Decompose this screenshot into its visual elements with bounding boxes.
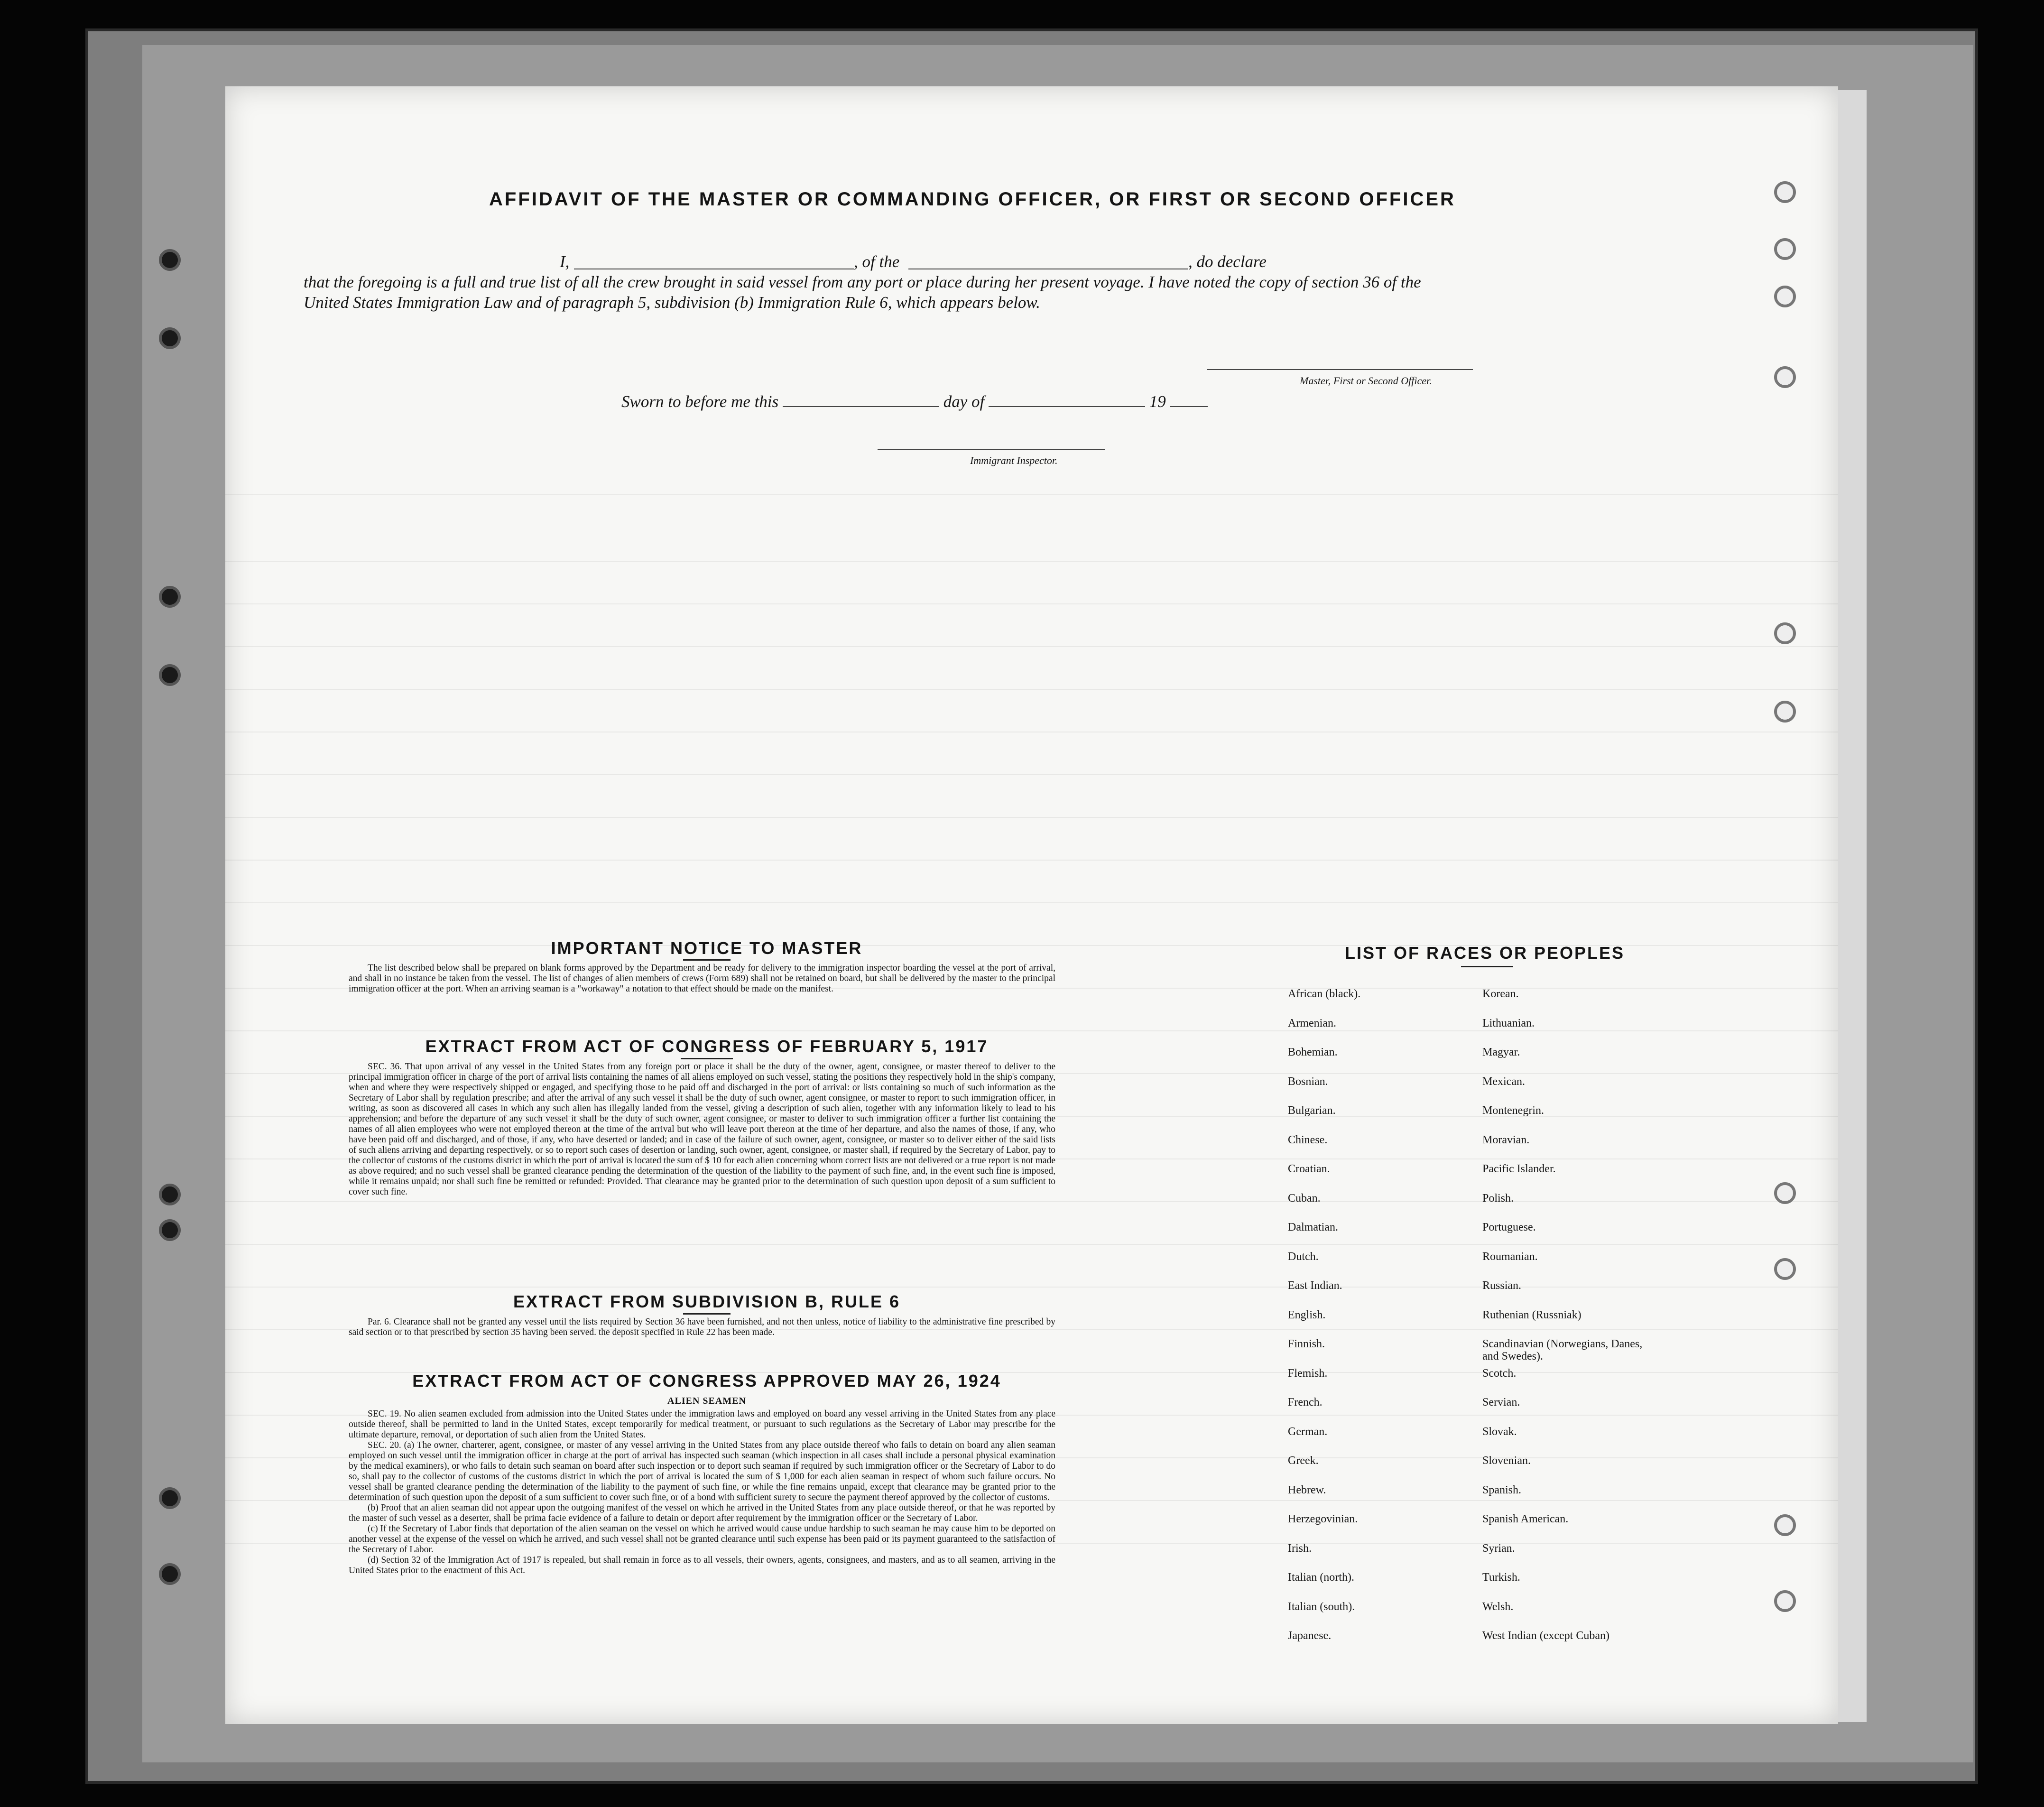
affidavit-title: AFFIDAVIT OF THE MASTER OR COMMANDING OFFICER, OR FIRST OR SECOND OFFICER — [489, 189, 1456, 210]
sworn-line — [621, 392, 1238, 413]
race-item: Syrian. — [1482, 1542, 1515, 1555]
notice-title: IMPORTANT NOTICE TO MASTER — [551, 938, 863, 958]
race-item: Magyar. — [1482, 1046, 1520, 1058]
race-item: East Indian. — [1288, 1279, 1342, 1292]
binder-hole — [159, 1184, 181, 1205]
race-item: Croatian. — [1288, 1163, 1330, 1175]
extract-1924-text — [349, 1409, 1055, 1576]
binder-ring — [1774, 366, 1796, 388]
binder-ring — [1774, 1590, 1796, 1612]
binder-ring — [1774, 1514, 1796, 1536]
race-item: Spanish American. — [1482, 1513, 1569, 1525]
race-item: Welsh. — [1482, 1600, 1514, 1613]
binder-hole — [159, 586, 181, 608]
sworn-label: Sworn to before me this — [621, 392, 779, 411]
ghost-rule — [225, 646, 1838, 647]
sec-19: SEC. 19. No alien seamen excluded from admission into the United States under the immigration laws and employed on board any vessel arriving in the United States from any place outside thereof, shall be permitted to land in the United States, except temporarily for medical treatment, or pursuant to such regulations as the Secretary of Labor may prescribe for the ultimate departure, removal, or deportation of such alien from the United States. — [349, 1409, 1055, 1440]
extract-1924-title: EXTRACT FROM ACT OF CONGRESS APPROVED MAY 26, 1924 — [412, 1371, 1001, 1390]
race-item: African (black). — [1288, 988, 1361, 1000]
race-item: Finnish. — [1288, 1338, 1325, 1350]
race-item: English. — [1288, 1308, 1326, 1321]
ghost-rule — [225, 902, 1838, 903]
race-item: Spanish. — [1482, 1483, 1522, 1496]
year-prefix: 19 — [1149, 392, 1166, 411]
race-item: Armenian. — [1288, 1017, 1336, 1029]
ghost-rule — [225, 1244, 1838, 1245]
sec-20a: SEC. 20. (a) The owner, charterer, agent, consignee, or master of any vessel arriving in the United States from any place outside thereof who fails to detain on board any alien seaman employed on such vessel until the immigration officer in charge at the port of arrival has inspected such seaman (which inspection in all cases shall include a personal physical examination by the medical examiners), or who fails to detain such seaman on board after such inspection or to deport such seaman if required by such immigration officer or the Secretary of Labor to do so, shall pay to the collector of customs of the customs district in which the port of arrival is located the sum of $ 1,000 for each alien seaman in respect of whom such failure occurs. No vessel shall be granted clearance pending the determination of the liability to the payment of such fine, or while the fine remains unpaid, except that clearance may be granted prior to the determination of such question upon the deposit of a sum sufficient to cover such fine, or of a bond with sufficient surety to secure the payment thereof approved by the collector of customs. — [349, 1440, 1055, 1502]
race-item: Herzegovinian. — [1288, 1513, 1358, 1525]
binder-hole — [159, 1563, 181, 1585]
affidavit-declaration — [304, 251, 1461, 313]
ghost-rule — [225, 494, 1838, 495]
rule6-title: EXTRACT FROM SUBDIVISION B, RULE 6 — [513, 1292, 901, 1311]
race-item: Scandinavian (Norwegians, Danes, and Swedes). — [1482, 1338, 1643, 1362]
ghost-rule — [225, 860, 1838, 861]
binder-hole — [159, 664, 181, 686]
binder-ring — [1774, 286, 1796, 307]
race-item: Bosnian. — [1288, 1075, 1328, 1088]
race-item: Moravian. — [1482, 1133, 1530, 1146]
race-item: Italian (south). — [1288, 1600, 1355, 1613]
binder-ring — [1774, 701, 1796, 723]
ghost-rule — [225, 689, 1838, 690]
page-edge — [1838, 90, 1867, 1722]
day-of-label: day of — [943, 392, 985, 411]
do-declare-label: , do declare — [1188, 252, 1267, 271]
notice-text: The list described below shall be prepared on blank forms approved by the Department and be ready for delivery to the immigration inspector boarding the vessel at the port of arrival, and shall in no instance be taken from the vessel. The list of changes of alien members of crews (Form 689) shall not be retained on board, but shall be delivered by the master to the principal immigration officer at the port. When an arriving seaman is a "workaway" a notation to that effect should be made on the manifest. — [349, 963, 1055, 994]
binder-ring — [1774, 238, 1796, 260]
of-the-label: , of the — [854, 252, 900, 271]
extract-1917-rule — [681, 1058, 733, 1059]
races-rule — [1461, 966, 1513, 967]
race-item: Cuban. — [1288, 1192, 1321, 1205]
binder-hole — [159, 249, 181, 271]
race-item: Hebrew. — [1288, 1483, 1326, 1496]
race-item: Korean. — [1482, 988, 1519, 1000]
race-item: Servian. — [1482, 1396, 1520, 1409]
i-label: I, — [560, 252, 570, 271]
race-item: Japanese. — [1288, 1630, 1332, 1642]
extract-1917-text: SEC. 36. That upon arrival of any vessel in the United States from any foreign port or place it shall be the duty of the owner, agent, consignee, or master thereof to deliver to the principal immigration officer in charge of the port of arrival lists containing the names of all aliens employed on such vessel, stating the positions they respectively hold in the ship's company, when and where they were respectively shipped or engaged, and specifying those to be paid off and discharged in the port of arrival: or lists containing so much of such information as the Secretary of Labor shall by regulation prescribe; and after the arrival of any such vessel it shall be the duty of such owner, agent consignee, or master to report to such immigration officer, in writing, as soon as discovered all cases in which any such alien has illegally landed from the vessel, giving a description of such alien, together with any information likely to lead to his apprehension; and before the departure of any such vessel it shall be the duty of such owner, agent consignee, or master to deliver to such immigration officer a further list containing the names of all alien employees who were not employed thereon at the time of the arrival but who will leave port thereon at the time of her departure, and also the names of those, if any, who have been paid off and discharged, and of those, if any, who have deserted or landed; and in case of the failure of such owner, agent, consignee, or master so to deliver either of the said lists of such aliens arriving and departing respectively, or so to report such cases of desertion or landing, such owner, agent, consignee, or master shall, if required by the Secretary of Labor, pay to the collector of customs of the customs district in which the port of arrival is located the sum of $ 10 for each alien concerning whom correct lists are not delivered or a true report is not made as above required; and no such vessel shall be granted clearance pending the determination of the question of the liability to the payment of such fine, and, in the event such fine is imposed, while it remains unpaid; nor shall such fine be remitted or refunded: Provided. That clearance may be granted prior to the determination of such question upon deposit of a sum sufficient to cover such fine. — [349, 1062, 1055, 1197]
master-caption: Master, First or Second Officer. — [1300, 375, 1432, 387]
race-item: Ruthenian (Russniak) — [1482, 1308, 1582, 1321]
rule6-rule — [683, 1313, 731, 1315]
ghost-rule — [225, 1030, 1838, 1031]
inspector-signature-line[interactable] — [878, 449, 1105, 450]
extract-1917-title: EXTRACT FROM ACT OF CONGRESS OF FEBRUARY 5, 1917 — [425, 1037, 989, 1056]
ghost-rule — [225, 561, 1838, 562]
race-item: Turkish. — [1482, 1571, 1520, 1584]
rule6-text: Par. 6. Clearance shall not be granted any vessel until the lists required by Section 36 have been furnished, and not then unless, notice of liability to the administrative fine prescribed by said section or to that prescribed by section 35 having been served. the deposit specified in Rule 22 has been made. — [349, 1317, 1055, 1337]
binder-hole — [159, 1219, 181, 1241]
binder-ring — [1774, 1258, 1796, 1280]
declaration-first-line — [304, 251, 1461, 272]
race-item: Mexican. — [1482, 1075, 1525, 1088]
race-item: Italian (north). — [1288, 1571, 1354, 1584]
binder-ring — [1774, 181, 1796, 203]
race-item: Roumanian. — [1482, 1250, 1538, 1263]
race-item: Bulgarian. — [1288, 1104, 1336, 1117]
alien-seamen-subtitle: ALIEN SEAMEN — [667, 1396, 746, 1406]
race-item: Dalmatian. — [1288, 1221, 1338, 1233]
race-item: Slovak. — [1482, 1425, 1517, 1438]
sworn-day-field[interactable] — [783, 392, 939, 407]
race-item: French. — [1288, 1396, 1323, 1409]
race-item: Scotch. — [1482, 1367, 1517, 1380]
declaration-body: that the foregoing is a full and true list of all the crew brought in said vessel from any port or place during her present voyage. I have noted the copy of section 36 of the United States Immigration Law and of paragraph 5, subdivision (b) Immigration Rule 6, which appears below. — [304, 273, 1421, 312]
race-item: German. — [1288, 1425, 1328, 1438]
race-item: Greek. — [1288, 1455, 1319, 1467]
ghost-rule — [225, 774, 1838, 775]
race-item: West Indian (except Cuban) — [1482, 1630, 1609, 1642]
ghost-rule — [225, 603, 1838, 604]
ghost-rule — [225, 817, 1838, 818]
sec-20d: (d) Section 32 of the Immigration Act of 1917 is repealed, but shall remain in force as to all vessels, their owners, agents, consignees, and masters, and as to all seamen, arriving in the United States prior to the enactment of this Act. — [349, 1555, 1055, 1575]
binder-hole — [159, 1487, 181, 1509]
vessel-name-field[interactable] — [908, 251, 1188, 269]
binder-ring — [1774, 622, 1796, 644]
race-item: Dutch. — [1288, 1250, 1319, 1263]
race-item: Montenegrin. — [1482, 1104, 1544, 1117]
sworn-year-field[interactable] — [1170, 392, 1208, 407]
race-item: Slovenian. — [1482, 1455, 1531, 1467]
binder-ring — [1774, 1182, 1796, 1204]
races-title: LIST OF RACES OR PEOPLES — [1344, 943, 1625, 963]
inspector-caption: Immigrant Inspector. — [970, 454, 1058, 466]
race-item: Irish. — [1288, 1542, 1312, 1555]
sworn-month-field[interactable] — [989, 392, 1145, 407]
race-item: Pacific Islander. — [1482, 1163, 1556, 1175]
notice-rule — [683, 959, 731, 961]
race-item: Lithuanian. — [1482, 1017, 1535, 1029]
race-item: Chinese. — [1288, 1133, 1328, 1146]
master-signature-line[interactable] — [1207, 369, 1473, 370]
master-name-field[interactable] — [574, 251, 854, 269]
sec-20b: (b) Proof that an alien seaman did not appear upon the outgoing manifest of the vessel on which he arrived in the United States from any place outside thereof, or that he was reported by the master of such vessel as a deserter, shall be prima facie evidence of a failure to detain or deport after requirement by the immigration officer or the Secretary of Labor. — [349, 1503, 1055, 1523]
race-item: Portuguese. — [1482, 1221, 1536, 1233]
binder-hole — [159, 327, 181, 349]
race-item: Polish. — [1482, 1192, 1514, 1205]
race-item: Russian. — [1482, 1279, 1522, 1292]
sec-20c: (c) If the Secretary of Labor finds that deportation of the alien seaman on the vessel on which he arrived would cause undue hardship to such seaman he may cause him to be deported on another vessel at the expense of the vessel on which he arrived, and such vessel shall not be granted clearance until such expense has been paid or its payment guaranteed to the satisfaction of the Secretary of Labor. — [349, 1524, 1055, 1555]
race-item: Bohemian. — [1288, 1046, 1338, 1058]
race-item: Flemish. — [1288, 1367, 1328, 1380]
